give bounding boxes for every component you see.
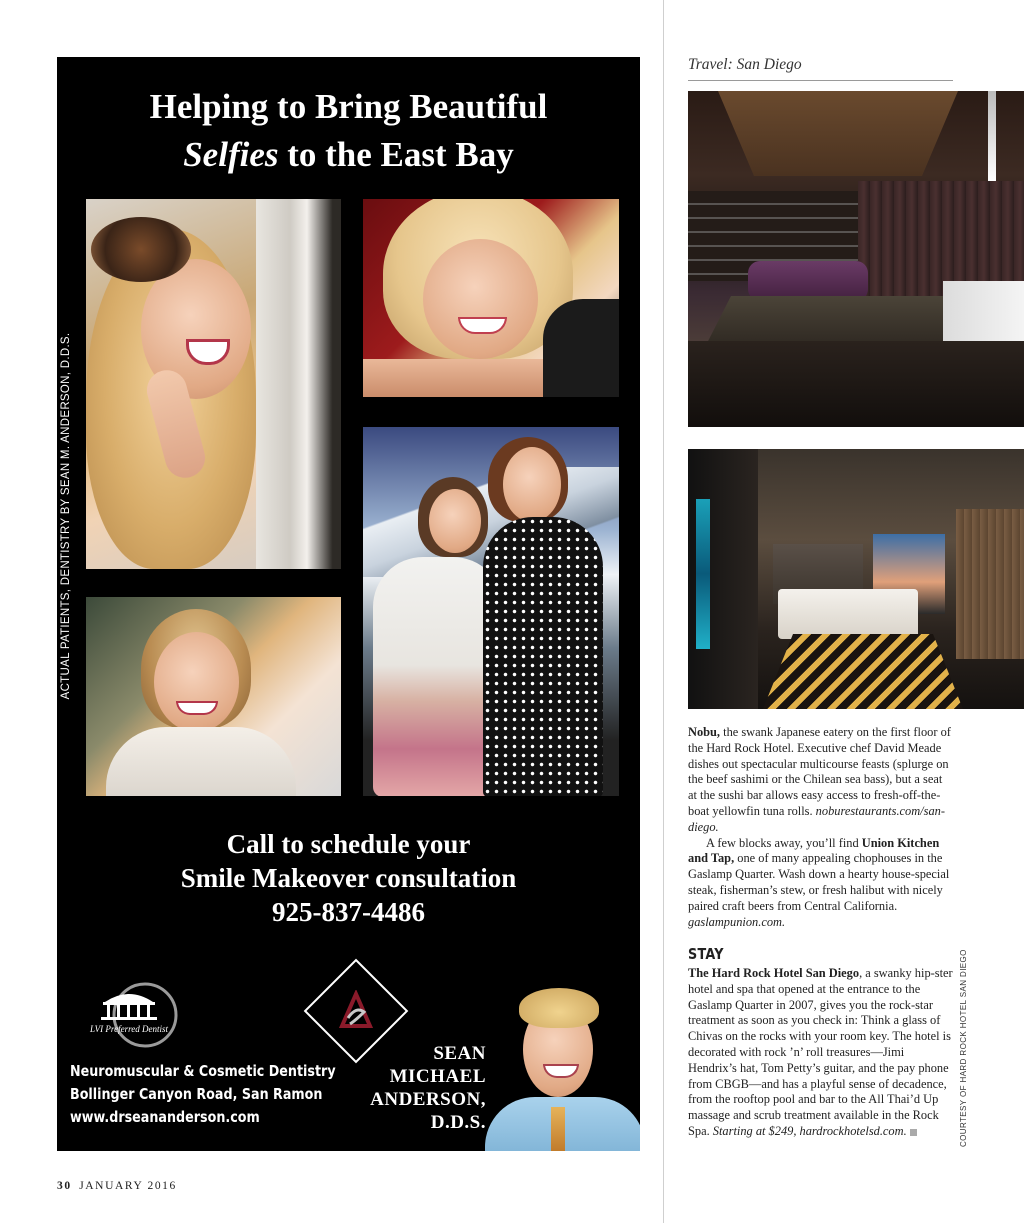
doctor-name [342, 1042, 486, 1134]
hard-rock-url: Starting at $249, hardrockhotelsd.com. [712, 1123, 907, 1138]
page-folio [57, 1180, 177, 1192]
ad-headline-selfies: Selfies [183, 135, 279, 174]
page-number: 30 [57, 1180, 72, 1192]
doctor-name-last: ANDERSON, [370, 1089, 486, 1110]
sa-monogram-icon [336, 990, 376, 1030]
paragraph-union-text-a: A few blocks away, you’ll find [706, 835, 862, 850]
paragraph-nobu-text: the swank Japanese eatery on the first floor of the Hard Rock Hotel. Executive chef David Meade dishes out spectacular multicourse feasts (splurge on the beef sashimi or the Chilean sea bass), but a seat at the sushi bar allows easy access to fresh-off-the-boat yellowfin tuna rolls. [688, 725, 951, 818]
venue-union-kitchen: Union Kitchen and Tap, [688, 835, 940, 866]
lvi-preferred-dentist-logo [73, 982, 203, 1052]
section-label: Travel: San Diego [688, 56, 802, 73]
ad-headline-line1: Helping to Bring Beautiful [149, 87, 548, 126]
paragraph-nobu [688, 725, 954, 836]
end-mark-icon [910, 1129, 917, 1136]
cta-line2: Smile Makeover consultation [180, 863, 517, 893]
article-body-stay [688, 966, 954, 1140]
section-rule [688, 80, 953, 81]
hotel-suite-photo [688, 449, 1024, 709]
ad-side-credit: ACTUAL PATIENTS, DENTISTRY BY SEAN M. ANDERSON, D.D.S. [60, 332, 72, 700]
patient-photo-two-women [363, 427, 619, 796]
paragraph-union-kitchen [688, 836, 954, 931]
doctor-name-first: SEAN [433, 1043, 486, 1064]
ad-headline [57, 83, 640, 179]
practice-website: www.drseananderson.com [70, 1108, 260, 1126]
practice-info [70, 1060, 336, 1129]
doctor-credentials: D.D.S. [430, 1112, 486, 1133]
doctor-name-middle: MICHAEL [389, 1066, 486, 1087]
page-gutter [663, 0, 664, 1223]
hotel-lounge-photo [688, 91, 1024, 427]
article-body-dining [688, 725, 954, 930]
practice-specialty: Neuromuscular & Cosmetic Dentistry [70, 1062, 336, 1080]
ad-call-to-action [57, 827, 640, 929]
lvi-pavilion-icon [73, 982, 203, 1052]
stay-heading: STAY [688, 945, 724, 963]
ad-headline-rest: to the East Bay [278, 135, 514, 174]
patient-photo-short-hair-woman [86, 597, 341, 796]
venue-nobu: Nobu, [688, 725, 721, 739]
venue-hard-rock: The Hard Rock Hotel San Diego [688, 966, 860, 980]
ad-headline-line2 [57, 131, 640, 179]
nobu-url: noburestaurants.com/san-diego. [688, 803, 945, 834]
photo-credit: COURTESY OF HARD ROCK HOTEL SAN DIEGO [959, 949, 968, 1147]
paragraph-union-text-b: one of many appealing chophouses in the Gaslamp Quarter. Wash down a hearty house-special steak, fisherman’s stew, or fresh halibut with nicely paired craft beers from Central California. [688, 851, 950, 913]
paragraph-hard-rock [688, 966, 954, 1140]
lvi-label: LVI Preferred Dentist [90, 1024, 168, 1034]
patient-photo-laughing-woman [86, 199, 341, 569]
paragraph-hard-rock-text: , a swanky hip-ster hotel and spa that opened at the entrance to the Gaslamp Quarter in 2007, gives you the rock-star treatment as soon as you check in: Think a glass of Chivas on the rocks with your room key. The hotel is decorated with rock ’n’ roll treasures—Jimi Hendrix’s hat, Tom Petty’s guitar, and the pay phone from CBGB—and has a playful sense of decadence, from the rooftop pool and bar to the All Thai’d Up massage and scrub treatment available in the Rock Spa. [688, 966, 953, 1138]
practice-address: Bollinger Canyon Road, San Ramon [70, 1085, 323, 1103]
patient-photo-woman-red-backdrop [363, 199, 619, 397]
issue-date: JANUARY 2016 [79, 1180, 177, 1192]
union-url: gaslampunion.com. [688, 914, 786, 929]
dental-advertisement [57, 57, 640, 1151]
doctor-portrait [475, 982, 640, 1151]
ad-phone-number: 925-837-4486 [272, 897, 425, 927]
cta-line1: Call to schedule your [226, 829, 471, 859]
